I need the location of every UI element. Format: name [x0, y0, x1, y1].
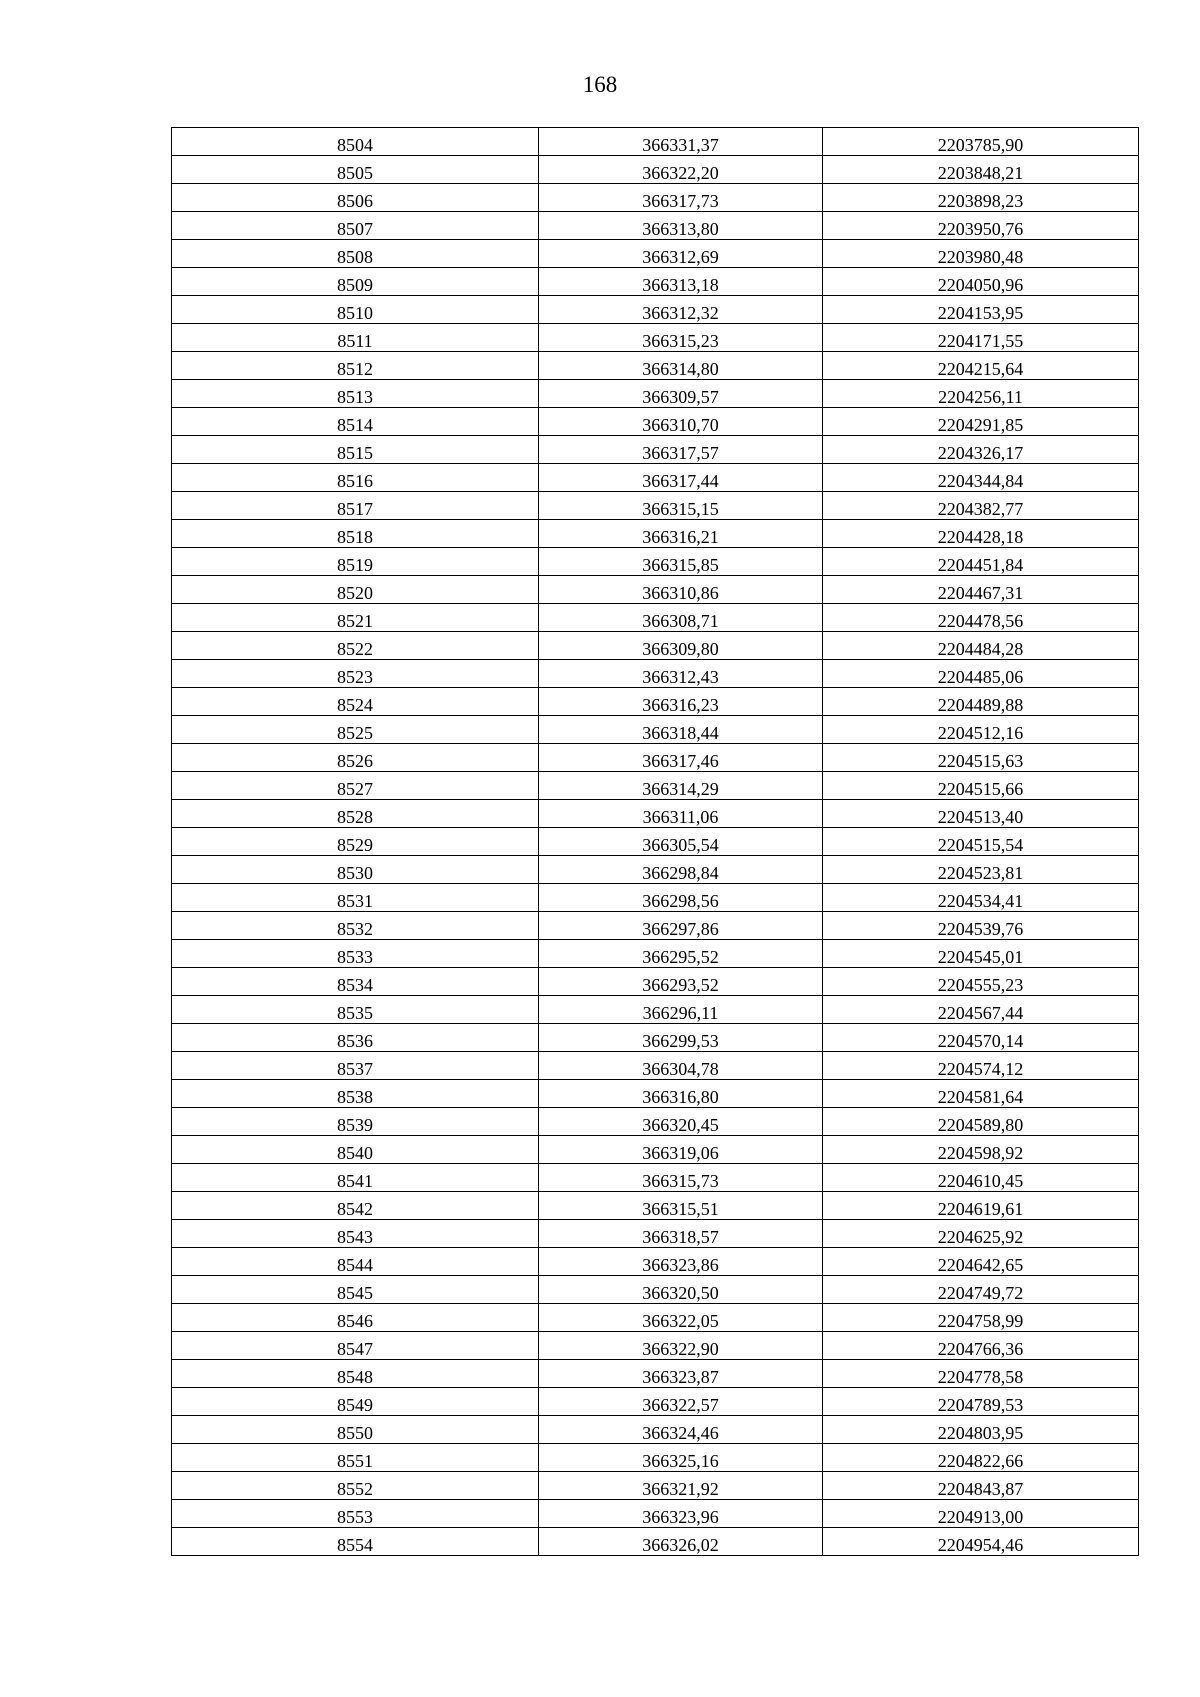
x-coordinate-cell: 366297,86 [539, 912, 823, 940]
table-row [172, 380, 1139, 408]
y-coordinate-cell: 2204153,95 [823, 296, 1139, 324]
y-coordinate-cell: 2203950,76 [823, 212, 1139, 240]
point-number-cell: 8515 [172, 436, 539, 464]
y-coordinate-cell: 2204789,53 [823, 1388, 1139, 1416]
point-number-cell: 8546 [172, 1304, 539, 1332]
y-coordinate-cell: 2204803,95 [823, 1416, 1139, 1444]
x-coordinate-cell: 366321,92 [539, 1472, 823, 1500]
point-number-cell: 8523 [172, 660, 539, 688]
x-coordinate-cell: 366316,21 [539, 520, 823, 548]
x-coordinate-cell: 366316,80 [539, 1080, 823, 1108]
x-coordinate-cell: 366315,73 [539, 1164, 823, 1192]
point-number-cell: 8521 [172, 604, 539, 632]
point-number-cell: 8512 [172, 352, 539, 380]
table-row [172, 128, 1139, 156]
y-coordinate-cell: 2204478,56 [823, 604, 1139, 632]
x-coordinate-cell: 366315,23 [539, 324, 823, 352]
y-coordinate-cell: 2203785,90 [823, 128, 1139, 156]
point-number-cell: 8539 [172, 1108, 539, 1136]
table-row [172, 1332, 1139, 1360]
y-coordinate-cell: 2204539,76 [823, 912, 1139, 940]
y-coordinate-cell: 2204619,61 [823, 1192, 1139, 1220]
x-coordinate-cell: 366314,29 [539, 772, 823, 800]
x-coordinate-cell: 366305,54 [539, 828, 823, 856]
table-row [172, 464, 1139, 492]
y-coordinate-cell: 2204256,11 [823, 380, 1139, 408]
y-coordinate-cell: 2204570,14 [823, 1024, 1139, 1052]
x-coordinate-cell: 366324,46 [539, 1416, 823, 1444]
point-number-cell: 8540 [172, 1136, 539, 1164]
x-coordinate-cell: 366293,52 [539, 968, 823, 996]
table-row [172, 1276, 1139, 1304]
point-number-cell: 8506 [172, 184, 539, 212]
table-row [172, 1304, 1139, 1332]
table-row [172, 1416, 1139, 1444]
point-number-cell: 8518 [172, 520, 539, 548]
y-coordinate-cell: 2204843,87 [823, 1472, 1139, 1500]
y-coordinate-cell: 2204344,84 [823, 464, 1139, 492]
x-coordinate-cell: 366315,85 [539, 548, 823, 576]
point-number-cell: 8513 [172, 380, 539, 408]
y-coordinate-cell: 2204515,54 [823, 828, 1139, 856]
table-row [172, 1472, 1139, 1500]
x-coordinate-cell: 366298,56 [539, 884, 823, 912]
x-coordinate-cell: 366316,23 [539, 688, 823, 716]
x-coordinate-cell: 366322,20 [539, 156, 823, 184]
y-coordinate-cell: 2204050,96 [823, 268, 1139, 296]
x-coordinate-cell: 366299,53 [539, 1024, 823, 1052]
table-row [172, 520, 1139, 548]
y-coordinate-cell: 2204291,85 [823, 408, 1139, 436]
y-coordinate-cell: 2204574,12 [823, 1052, 1139, 1080]
table-row [172, 1192, 1139, 1220]
point-number-cell: 8547 [172, 1332, 539, 1360]
table-row [172, 856, 1139, 884]
table-row [172, 996, 1139, 1024]
x-coordinate-cell: 366317,57 [539, 436, 823, 464]
x-coordinate-cell: 366323,86 [539, 1248, 823, 1276]
x-coordinate-cell: 366304,78 [539, 1052, 823, 1080]
table-row [172, 324, 1139, 352]
point-number-cell: 8545 [172, 1276, 539, 1304]
table-row [172, 716, 1139, 744]
table-row [172, 492, 1139, 520]
point-number-cell: 8552 [172, 1472, 539, 1500]
table-row [172, 604, 1139, 632]
y-coordinate-cell: 2204485,06 [823, 660, 1139, 688]
y-coordinate-cell: 2204766,36 [823, 1332, 1139, 1360]
point-number-cell: 8550 [172, 1416, 539, 1444]
table-row [172, 296, 1139, 324]
y-coordinate-cell: 2204515,66 [823, 772, 1139, 800]
table-row [172, 1444, 1139, 1472]
point-number-cell: 8535 [172, 996, 539, 1024]
table-row [172, 1108, 1139, 1136]
point-number-cell: 8537 [172, 1052, 539, 1080]
x-coordinate-cell: 366315,15 [539, 492, 823, 520]
point-number-cell: 8508 [172, 240, 539, 268]
table-row [172, 1080, 1139, 1108]
table-row [172, 548, 1139, 576]
coordinates-table-body [172, 128, 1139, 1556]
x-coordinate-cell: 366312,43 [539, 660, 823, 688]
point-number-cell: 8533 [172, 940, 539, 968]
x-coordinate-cell: 366326,02 [539, 1528, 823, 1556]
point-number-cell: 8536 [172, 1024, 539, 1052]
point-number-cell: 8522 [172, 632, 539, 660]
y-coordinate-cell: 2204215,64 [823, 352, 1139, 380]
point-number-cell: 8542 [172, 1192, 539, 1220]
table-row [172, 744, 1139, 772]
y-coordinate-cell: 2204642,65 [823, 1248, 1139, 1276]
x-coordinate-cell: 366309,57 [539, 380, 823, 408]
y-coordinate-cell: 2204822,66 [823, 1444, 1139, 1472]
x-coordinate-cell: 366295,52 [539, 940, 823, 968]
point-number-cell: 8530 [172, 856, 539, 884]
point-number-cell: 8516 [172, 464, 539, 492]
y-coordinate-cell: 2203980,48 [823, 240, 1139, 268]
y-coordinate-cell: 2204589,80 [823, 1108, 1139, 1136]
y-coordinate-cell: 2204382,77 [823, 492, 1139, 520]
x-coordinate-cell: 366314,80 [539, 352, 823, 380]
x-coordinate-cell: 366317,44 [539, 464, 823, 492]
x-coordinate-cell: 366318,57 [539, 1220, 823, 1248]
table-row [172, 352, 1139, 380]
y-coordinate-cell: 2204326,17 [823, 436, 1139, 464]
table-row [172, 1388, 1139, 1416]
y-coordinate-cell: 2204467,31 [823, 576, 1139, 604]
point-number-cell: 8541 [172, 1164, 539, 1192]
point-number-cell: 8511 [172, 324, 539, 352]
point-number-cell: 8527 [172, 772, 539, 800]
point-number-cell: 8543 [172, 1220, 539, 1248]
y-coordinate-cell: 2204523,81 [823, 856, 1139, 884]
point-number-cell: 8529 [172, 828, 539, 856]
table-row [172, 800, 1139, 828]
page-number: 168 [582, 72, 618, 97]
y-coordinate-cell: 2204913,00 [823, 1500, 1139, 1528]
point-number-cell: 8507 [172, 212, 539, 240]
x-coordinate-cell: 366331,37 [539, 128, 823, 156]
point-number-cell: 8519 [172, 548, 539, 576]
point-number-cell: 8517 [172, 492, 539, 520]
point-number-cell: 8532 [172, 912, 539, 940]
x-coordinate-cell: 366310,70 [539, 408, 823, 436]
point-number-cell: 8520 [172, 576, 539, 604]
table-row [172, 1360, 1139, 1388]
x-coordinate-cell: 366322,90 [539, 1332, 823, 1360]
point-number-cell: 8524 [172, 688, 539, 716]
y-coordinate-cell: 2204515,63 [823, 744, 1139, 772]
point-number-cell: 8509 [172, 268, 539, 296]
point-number-cell: 8553 [172, 1500, 539, 1528]
x-coordinate-cell: 366312,32 [539, 296, 823, 324]
point-number-cell: 8549 [172, 1388, 539, 1416]
table-row [172, 212, 1139, 240]
y-coordinate-cell: 2204534,41 [823, 884, 1139, 912]
point-number-cell: 8525 [172, 716, 539, 744]
table-row [172, 828, 1139, 856]
point-number-cell: 8505 [172, 156, 539, 184]
y-coordinate-cell: 2204610,45 [823, 1164, 1139, 1192]
point-number-cell: 8551 [172, 1444, 539, 1472]
x-coordinate-cell: 366298,84 [539, 856, 823, 884]
x-coordinate-cell: 366317,73 [539, 184, 823, 212]
y-coordinate-cell: 2204451,84 [823, 548, 1139, 576]
point-number-cell: 8548 [172, 1360, 539, 1388]
table-row [172, 1024, 1139, 1052]
table-row [172, 772, 1139, 800]
table-row [172, 408, 1139, 436]
table-row [172, 884, 1139, 912]
x-coordinate-cell: 366318,44 [539, 716, 823, 744]
x-coordinate-cell: 366296,11 [539, 996, 823, 1024]
y-coordinate-cell: 2204954,46 [823, 1528, 1139, 1556]
x-coordinate-cell: 366325,16 [539, 1444, 823, 1472]
y-coordinate-cell: 2204171,55 [823, 324, 1139, 352]
y-coordinate-cell: 2204428,18 [823, 520, 1139, 548]
y-coordinate-cell: 2204598,92 [823, 1136, 1139, 1164]
x-coordinate-cell: 366320,50 [539, 1276, 823, 1304]
x-coordinate-cell: 366315,51 [539, 1192, 823, 1220]
x-coordinate-cell: 366319,06 [539, 1136, 823, 1164]
x-coordinate-cell: 366322,57 [539, 1388, 823, 1416]
table-row [172, 1528, 1139, 1556]
table-row [172, 184, 1139, 212]
x-coordinate-cell: 366320,45 [539, 1108, 823, 1136]
table-row [172, 1164, 1139, 1192]
y-coordinate-cell: 2204567,44 [823, 996, 1139, 1024]
point-number-cell: 8504 [172, 128, 539, 156]
y-coordinate-cell: 2204581,64 [823, 1080, 1139, 1108]
x-coordinate-cell: 366312,69 [539, 240, 823, 268]
point-number-cell: 8514 [172, 408, 539, 436]
y-coordinate-cell: 2204545,01 [823, 940, 1139, 968]
table-row [172, 240, 1139, 268]
point-number-cell: 8510 [172, 296, 539, 324]
table-row [172, 1136, 1139, 1164]
table-row [172, 912, 1139, 940]
y-coordinate-cell: 2203898,23 [823, 184, 1139, 212]
y-coordinate-cell: 2204749,72 [823, 1276, 1139, 1304]
x-coordinate-cell: 366322,05 [539, 1304, 823, 1332]
y-coordinate-cell: 2204758,99 [823, 1304, 1139, 1332]
y-coordinate-cell: 2204555,23 [823, 968, 1139, 996]
x-coordinate-cell: 366323,87 [539, 1360, 823, 1388]
y-coordinate-cell: 2204778,58 [823, 1360, 1139, 1388]
table-row [172, 1052, 1139, 1080]
x-coordinate-cell: 366317,46 [539, 744, 823, 772]
table-row [172, 968, 1139, 996]
point-number-cell: 8526 [172, 744, 539, 772]
coordinates-table [171, 127, 1139, 1556]
point-number-cell: 8544 [172, 1248, 539, 1276]
x-coordinate-cell: 366309,80 [539, 632, 823, 660]
point-number-cell: 8538 [172, 1080, 539, 1108]
y-coordinate-cell: 2204512,16 [823, 716, 1139, 744]
table-row [172, 940, 1139, 968]
x-coordinate-cell: 366308,71 [539, 604, 823, 632]
table-row [172, 268, 1139, 296]
x-coordinate-cell: 366311,06 [539, 800, 823, 828]
table-row [172, 1220, 1139, 1248]
table-row [172, 1500, 1139, 1528]
y-coordinate-cell: 2204489,88 [823, 688, 1139, 716]
table-row [172, 436, 1139, 464]
x-coordinate-cell: 366310,86 [539, 576, 823, 604]
point-number-cell: 8534 [172, 968, 539, 996]
x-coordinate-cell: 366323,96 [539, 1500, 823, 1528]
point-number-cell: 8554 [172, 1528, 539, 1556]
x-coordinate-cell: 366313,80 [539, 212, 823, 240]
point-number-cell: 8528 [172, 800, 539, 828]
x-coordinate-cell: 366313,18 [539, 268, 823, 296]
table-row [172, 660, 1139, 688]
y-coordinate-cell: 2204484,28 [823, 632, 1139, 660]
point-number-cell: 8531 [172, 884, 539, 912]
table-row [172, 576, 1139, 604]
table-row [172, 688, 1139, 716]
y-coordinate-cell: 2203848,21 [823, 156, 1139, 184]
y-coordinate-cell: 2204513,40 [823, 800, 1139, 828]
table-row [172, 1248, 1139, 1276]
y-coordinate-cell: 2204625,92 [823, 1220, 1139, 1248]
table-row [172, 156, 1139, 184]
table-row [172, 632, 1139, 660]
